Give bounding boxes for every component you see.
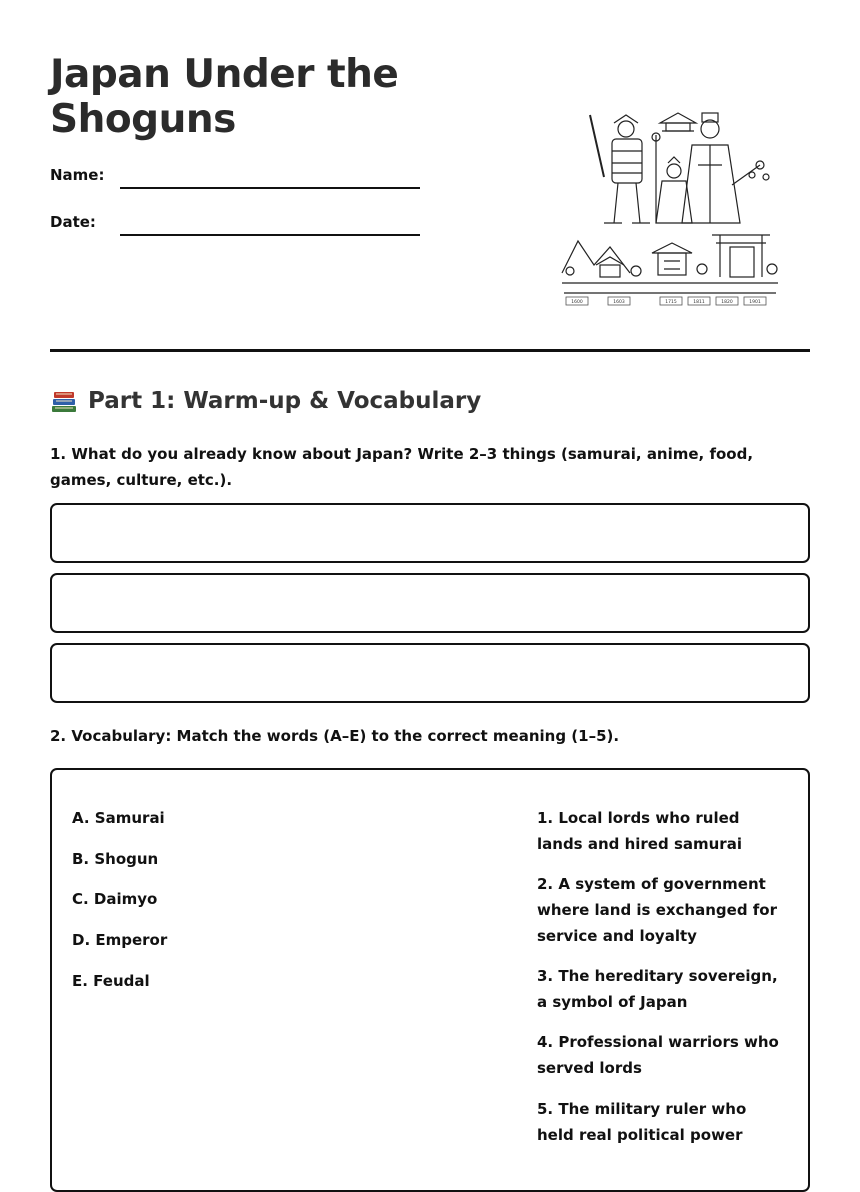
page-title: Japan Under the Shoguns xyxy=(50,52,399,142)
name-label: Name: xyxy=(50,166,105,184)
timeline-label: 1820 xyxy=(721,300,733,305)
question-1: 1. What do you already know about Japan? Write 2–3 things (samurai, anime, food, games, culture, etc.). xyxy=(50,445,754,489)
shogun-era-illustration xyxy=(560,105,780,310)
vocab-word-e: E. Feudal xyxy=(72,972,150,990)
section-divider xyxy=(50,349,810,352)
date-line-field[interactable] xyxy=(120,234,420,236)
answer-box-2[interactable] xyxy=(50,573,810,633)
answer-box-1[interactable] xyxy=(50,503,810,563)
question-2: 2. Vocabulary: Match the words (A–E) to the correct meaning (1–5). xyxy=(50,727,620,745)
timeline-label: 1901 xyxy=(749,300,761,305)
vocab-meaning-4: 4. Professional warriors who served lords xyxy=(537,1033,779,1077)
vocab-meaning-3: 3. The hereditary sovereign, a symbol of Japan xyxy=(537,967,778,1011)
vocab-meaning-5: 5. The military ruler who held real political power xyxy=(537,1100,747,1144)
part1-heading-text: Part 1: Warm-up & Vocabulary xyxy=(88,388,482,414)
timeline-label: 1600 xyxy=(571,300,583,305)
vocab-word-a: A. Samurai xyxy=(72,809,165,827)
vocab-word-c: C. Daimyo xyxy=(72,890,158,908)
part1-heading xyxy=(50,388,481,414)
timeline-label: 1715 xyxy=(665,300,677,305)
vocab-meaning-1: 1. Local lords who ruled lands and hired samurai xyxy=(537,809,742,853)
timeline-label: 1811 xyxy=(693,300,705,305)
vocab-word-b: B. Shogun xyxy=(72,850,159,868)
answer-box-3[interactable] xyxy=(50,643,810,703)
books-icon xyxy=(50,388,78,414)
timeline-label: 1603 xyxy=(613,300,625,305)
date-label: Date: xyxy=(50,213,96,231)
name-line-field[interactable] xyxy=(120,187,420,189)
vocab-meaning-2: 2. A system of government where land is exchanged for service and loyalty xyxy=(537,875,778,945)
vocab-word-d: D. Emperor xyxy=(72,931,168,949)
